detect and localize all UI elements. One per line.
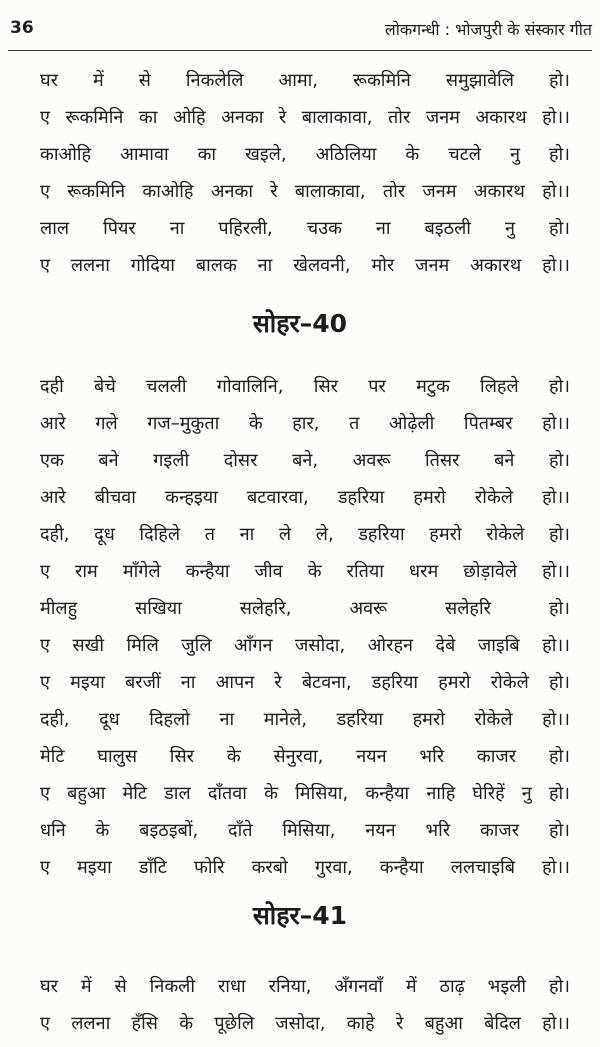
verse-line: एक बने गइली दोसर बने, अवरू तिसर बने हो। xyxy=(40,450,570,471)
verse-line: आरे गले गज–मुकुता के हार, त ओढ़ेली पितम्बर हो।। xyxy=(40,413,570,434)
running-header xyxy=(0,0,600,58)
book-title: लोकगन्धी : भोजपुरी के संस्कार गीत xyxy=(384,20,592,39)
song-heading-sohar-40: सोहर–40 xyxy=(252,309,348,338)
verse-line: ए ललना गोदिया बालक ना खेलवनी, मोर जनम अकारथ हो।। xyxy=(40,255,570,276)
verse-line: ए रूकमिनि का ओहि अनका रे बालाकावा, तोर जनम अकारथ हो।। xyxy=(40,107,570,128)
verse-line: काओहि आमावा का खइले, अठिलिया के चटले नु हो। xyxy=(40,144,570,165)
verse-line: दही बेचे चलली गोवालिनि, सिर पर मटुक लिहले हो। xyxy=(40,376,570,397)
verse-line: दही, दूध दिहिले त ना ले ले, डहरिया हमरो रोकेले हो। xyxy=(40,524,570,545)
verse-sohar-40 xyxy=(40,368,570,886)
page-number: 36 xyxy=(10,18,34,38)
verse-line: लाल पियर ना पहिरली, चउक ना बइठली नु हो। xyxy=(40,218,570,239)
verse-line: घर में से निकलेलि आमा, रूकमिनि समुझावेलि हो। xyxy=(40,70,570,91)
verse-line: ए सखी मिलि जुलि आँगन जसोदा, ओरहन देबे जाइबि हो।। xyxy=(40,635,570,656)
verse-line: ए मइया बरजीं ना आपन रे बेटवना, डहरिया हमरो रोकेले हो। xyxy=(40,672,570,693)
verse-line: धनि के बइठइबों, दाँते मिसिया, नयन भरि काजर हो। xyxy=(40,820,570,841)
song-heading-sohar-41: सोहर–41 xyxy=(252,901,348,930)
verse-line: ए रूकमिनि काओहि अनका रे बालाकावा, तोर जनम अकारथ हो।। xyxy=(40,181,570,202)
verse-line: ए राम माँगेले कन्हैया जीव के रतिया धरम छोड़ावेले हो।। xyxy=(40,561,570,582)
verse-sohar-41 xyxy=(40,968,570,1042)
verse-line: मेटि घालुस सिर के सेनुरवा, नयन भरि काजर हो। xyxy=(40,746,570,767)
verse-continuation xyxy=(40,62,570,284)
header-rule xyxy=(8,50,592,51)
verse-line: ए बहुआ मेटि डाल दाँतवा के मिसिया, कन्हैया नाहि घेरिहें नु हो। xyxy=(40,783,570,804)
verse-line: दही, दूध दिहलो ना मानेले, डहरिया हमरो रोकेले हो।। xyxy=(40,709,570,730)
verse-line: ए मइया डाँटि फोरि करबो गुरवा, कन्हैया ललचाइबि हो।। xyxy=(40,857,570,878)
verse-line: आरे बीचवा कन्हइया बटवारवा, डहरिया हमरो रोकेले हो।। xyxy=(40,487,570,508)
verse-line: ए ललना हँसि के पूछेलि जसोदा, काहे रे बहुआ बेदिल हो।। xyxy=(40,1013,570,1034)
verse-line: घर में से निकली राधा रनिया, अँगनवाँ में ठाढ़ भइली हो। xyxy=(40,976,570,997)
verse-line: मीलहु सखिया सलेहरि, अवरू सलेहरि हो। xyxy=(40,598,570,619)
